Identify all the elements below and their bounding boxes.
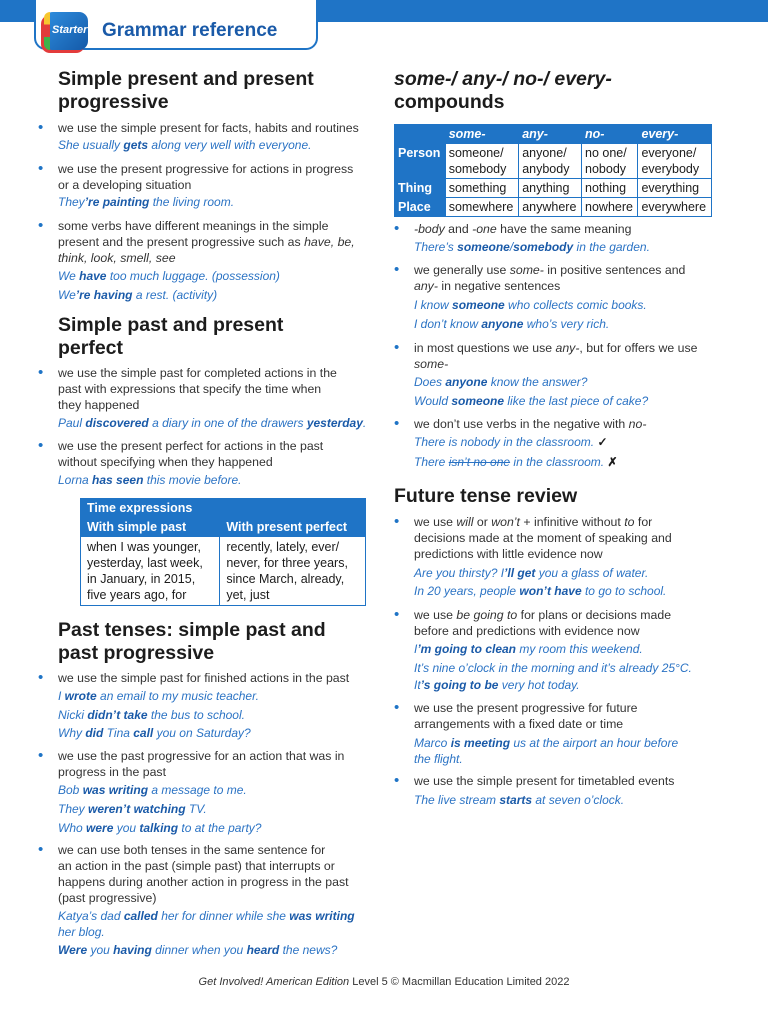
- example: There is nobody in the classroom. ✓: [414, 435, 608, 449]
- table-cell: everyone/ everybody: [638, 144, 712, 179]
- example: Paul discovered a diary in one of the drawers yesterday.: [58, 416, 367, 430]
- bullet-dot: •: [394, 606, 400, 623]
- starter-logo: [44, 12, 88, 50]
- bullet-dot: •: [394, 772, 400, 789]
- table-title: Time expressions: [81, 499, 366, 518]
- bullet: • we can use both tenses in the same sentence for an action in the past (simple past) that interrupts or happens during another action in progress in the past (past progressive): [38, 841, 349, 905]
- section-title-future: Future tense review: [394, 485, 578, 507]
- bullet-dot: •: [38, 841, 44, 858]
- bullet-dot: •: [394, 699, 400, 716]
- bullet-dot: •: [38, 217, 44, 234]
- bullet: [38, 119, 359, 136]
- table-cell: everywhere: [638, 198, 712, 217]
- table-header: any-: [519, 125, 582, 144]
- example: There isn’t no one in the classroom. ✗: [414, 455, 618, 469]
- bullet: • we use the present progressive for future arrangements with a fixed date or time: [394, 699, 638, 731]
- table-header: some-: [445, 125, 519, 144]
- bullet: • we use the simple present for timetabled events: [394, 772, 675, 789]
- table-cell: when I was younger, yesterday, last week, in January, in 2015, five years ago, for: [81, 537, 220, 606]
- example: It’s nine o’clock in the morning and it’s already 25°C.: [414, 661, 692, 675]
- bullet: • in most questions we use any-, but for offers we use some-: [394, 339, 698, 371]
- example: She usually gets along very well with everyone.: [58, 138, 312, 152]
- bullet: • we use the simple past for finished actions in the past: [38, 669, 350, 686]
- bullet: • some verbs have different meanings in the simple present and the present progressive such as have, be, think, look, smell, see: [38, 217, 355, 265]
- example: Are you thirsty? I’ll get you a glass of water.: [414, 566, 649, 580]
- bullet-dot: •: [394, 415, 400, 432]
- example: Does anyone know the answer?: [414, 375, 588, 389]
- logo-text: Starter: [52, 24, 88, 36]
- bullet-dot: •: [394, 261, 400, 278]
- check-icon: ✓: [597, 435, 608, 449]
- table-cell: no one/ nobody: [582, 144, 638, 179]
- example: They’re painting the living room.: [58, 195, 235, 209]
- example: I’m going to clean my room this weekend.: [414, 642, 643, 656]
- table-cell: somewhere: [445, 198, 519, 217]
- table-cell: anywhere: [519, 198, 582, 217]
- bullet: • we use the simple past for completed actions in the past with expressions that specify the time when they happened: [38, 364, 337, 412]
- title-line: Simple present and present: [58, 68, 314, 90]
- table-header: With present perfect: [220, 518, 366, 537]
- example: We have too much luggage. (possession): [58, 269, 280, 283]
- table-cell: nowhere: [582, 198, 638, 217]
- bullet: • we use the past progressive for an action that was in progress in the past: [38, 747, 345, 779]
- compounds-table: [394, 124, 712, 217]
- row-label: Place: [395, 198, 446, 217]
- example: Who were you talking to at the party?: [58, 821, 262, 835]
- table-cell: someone/ somebody: [445, 144, 519, 179]
- section-title-compounds: some-/ any-/ no-/ every- compounds: [394, 68, 612, 113]
- title-line: progressive: [58, 91, 169, 113]
- example: Were you having dinner when you heard the news?: [58, 943, 338, 957]
- example: Bob was writing a message to me.: [58, 783, 247, 797]
- bullet-dot: •: [38, 364, 44, 381]
- section-title-simple-past: Simple past and present perfect: [58, 314, 284, 359]
- table-header: no-: [582, 125, 638, 144]
- table-cell: nothing: [582, 179, 638, 198]
- bullet-dot: •: [38, 119, 44, 136]
- bullet-dot: •: [394, 513, 400, 530]
- bullet-dot: •: [38, 747, 44, 764]
- bullet-dot: •: [394, 339, 400, 356]
- example: Would someone like the last piece of cake?: [414, 394, 649, 408]
- bullet-text: we use the simple present for facts, habits and routines: [58, 121, 359, 135]
- example: I know someone who collects comic books.: [414, 298, 647, 312]
- row-label: Person: [395, 144, 446, 179]
- bullet-dot: •: [38, 160, 44, 177]
- example: Marco is meeting us at the airport an hour before the flight.: [414, 736, 679, 766]
- bullet: • we use the present perfect for actions in the past without specifying when they happened: [38, 437, 324, 469]
- table-cell: something: [445, 179, 519, 198]
- table-cell: anything: [519, 179, 582, 198]
- footer: Get Involved! American Edition Level 5 © Macmillan Education Limited 2022: [198, 976, 570, 988]
- table-cell: everything: [638, 179, 712, 198]
- cross-icon: ✗: [607, 455, 618, 469]
- example: It’s going to be very hot today.: [414, 678, 580, 692]
- table-corner: [395, 125, 446, 144]
- example: We’re having a rest. (activity): [58, 288, 218, 302]
- logo-stripe: [44, 12, 50, 50]
- bullet-dot: •: [38, 437, 44, 454]
- example: Lorna has seen this movie before.: [58, 473, 242, 487]
- table-header: With simple past: [81, 518, 220, 537]
- example: I don’t know anyone who’s very rich.: [414, 317, 610, 331]
- bullet: • we use be going to for plans or decisions made before and predictions with evidence now: [394, 606, 672, 638]
- example: Why did Tina call you on Saturday?: [58, 726, 251, 740]
- table-cell: recently, lately, ever/ never, for three years, since March, already, yet, just: [220, 537, 366, 606]
- example: There’s someone/somebody in the garden.: [414, 240, 650, 254]
- bullet: • we don’t use verbs in the negative with no-: [394, 415, 647, 432]
- section-title-simple-present: [58, 68, 314, 114]
- example: I wrote an email to my music teacher.: [58, 689, 259, 703]
- bullet: • we use the present progressive for actions in progress or a developing situation: [38, 160, 354, 192]
- example: Katya’s dad called her for dinner while she was writing her blog.: [58, 909, 355, 939]
- row-label: Thing: [395, 179, 446, 198]
- example: The live stream starts at seven o’clock.: [414, 793, 625, 807]
- page-title: Grammar reference: [102, 20, 278, 41]
- bullet-dot: •: [38, 669, 44, 686]
- example: Nicki didn’t take the bus to school.: [58, 708, 245, 722]
- bullet: • -body and -one have the same meaning: [394, 220, 632, 237]
- time-expressions-table: [80, 498, 366, 606]
- table-cell: anyone/ anybody: [519, 144, 582, 179]
- table-header: every-: [638, 125, 712, 144]
- bullet: • we generally use some- in positive sentences and any- in negative sentences: [394, 261, 686, 293]
- section-title-past-tenses: Past tenses: simple past and past progressive: [58, 619, 326, 664]
- example: They weren’t watching TV.: [58, 802, 207, 816]
- bullet: • we use will or won’t + infinitive without to for decisions made at the moment of speaking and predictions with little evidence now: [394, 513, 672, 561]
- bullet-dot: •: [394, 220, 400, 237]
- example: In 20 years, people won’t have to go to school.: [414, 584, 667, 598]
